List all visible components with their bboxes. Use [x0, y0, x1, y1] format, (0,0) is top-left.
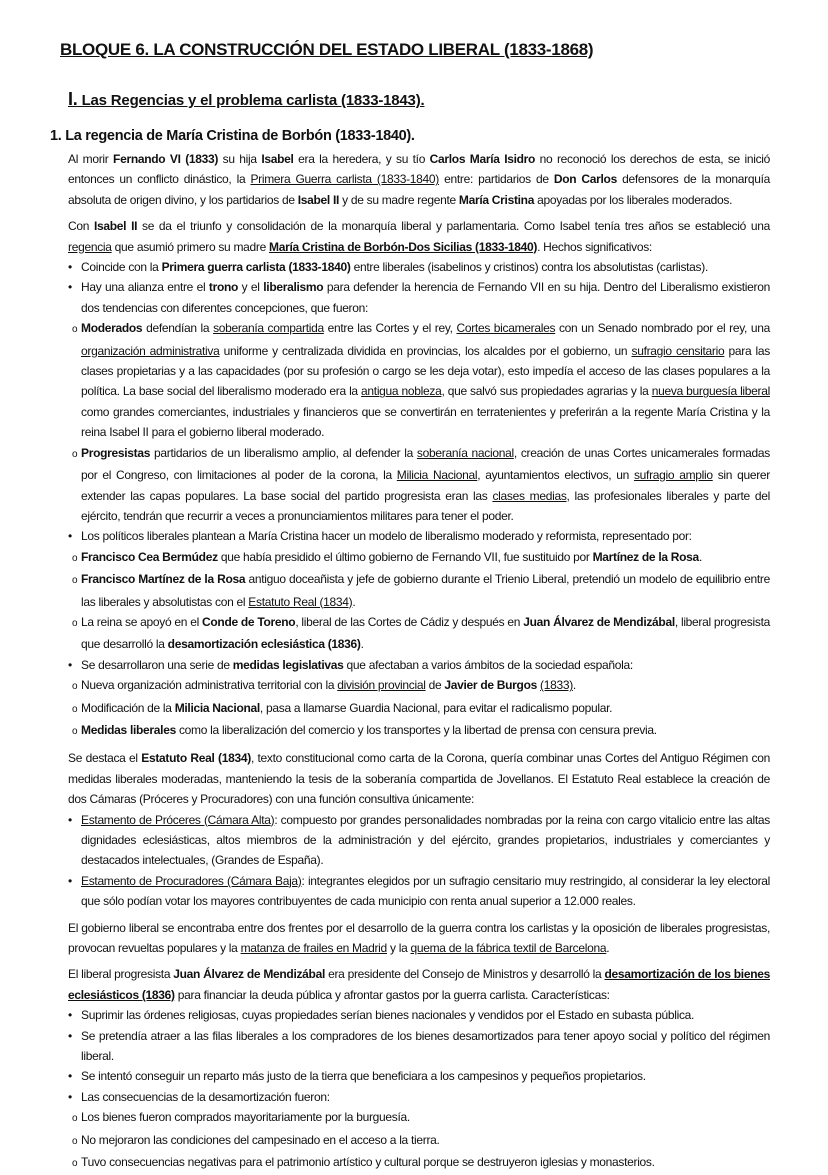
text-run: apoyadas por los liberales moderados. [534, 192, 733, 207]
text-run: Tuvo consecuencias negativas para el patrimonio artístico y cultural porque se destruyeron iglesias y monasterios. [81, 1155, 655, 1170]
subsection-heading: 1. La regencia de María Cristina de Borbón (1833-1840). [50, 128, 415, 144]
underlined-term: organización administrativa [81, 343, 220, 358]
text-run: y la [386, 941, 411, 956]
bold-term: Isabel [261, 152, 294, 166]
sub-bullet-item [68, 318, 770, 442]
text-run: . [352, 594, 356, 609]
underlined-term: antigua nobleza [361, 384, 442, 399]
underlined-term: (1833) [540, 678, 573, 693]
bold-term: Milicia Nacional [174, 700, 260, 715]
underlined-term: división provincial [337, 678, 426, 693]
text-run: para las clases propietarias y a las capacidades (por su profesión o cargo se les deja votar), esto impedía el acceso de las clases populares a la política. La base social del liberalismo moderado era la [81, 343, 770, 399]
text-run: y el [238, 280, 264, 295]
bullet-item [68, 1066, 770, 1086]
text-run: Modificación de la [81, 700, 175, 715]
text-run: defensores de la monarquía absoluta de origen divino, y los partidarios de [68, 172, 771, 207]
paragraph [68, 918, 770, 959]
paragraph [68, 964, 770, 1005]
sub-bullet-marker-icon: o [72, 552, 78, 564]
underlined-term: Cortes bicamerales [456, 321, 556, 336]
text-run: El gobierno liberal se encontraba entre dos frentes por el desarrollo de la guerra contra los carlistas y la oposición de liberales progresistas, provocan revueltas populares y la [68, 920, 770, 956]
bullet-marker-icon: • [68, 1028, 72, 1043]
bold-term: Progresistas [81, 445, 151, 460]
bullet-marker-icon: • [68, 280, 72, 295]
bullet-marker-icon: • [68, 1089, 72, 1104]
text-run: . [572, 678, 576, 693]
document-title: BLOQUE 6. LA CONSTRUCCIÓN DEL ESTADO LIBERAL (1833-1868) [60, 40, 594, 59]
text-run: y de su madre regente [339, 192, 459, 207]
section-label: Las Regencias y el problema carlista (1833-1843). [77, 92, 425, 109]
underlined-term: sufragio amplio [633, 468, 713, 483]
bold-term: Conde de Toreno [202, 614, 296, 629]
bullet-item [68, 871, 770, 912]
sub-bullet-item [68, 698, 770, 720]
sub-bullet-marker-icon: o [72, 1113, 78, 1125]
bold-term: Carlos María Isidro [429, 152, 536, 166]
text-run: Hay una alianza entre el [81, 280, 209, 295]
bold-term: Javier de Burgos [444, 678, 537, 693]
section-numeral: I. [68, 89, 78, 109]
text-run: era la heredera, y su tío [293, 152, 430, 166]
text-run: se da el triunfo y consolidación de la monarquía liberal y parlamentaria. Como Isabel tenía tres años se estableció una [137, 219, 770, 234]
underlined-term: sufragio censitario [631, 343, 725, 358]
text-run: para defender la herencia de Fernando VII en su hija. Dentro del Liberalismo existieron dos tendencias con diferentes concepciones, que fueron: [81, 280, 770, 315]
bold-term: Isabel II [93, 219, 138, 234]
bullet-item [68, 655, 770, 675]
text-run: que asumió primero su madre [111, 239, 270, 254]
text-run: . Hechos significativos: [537, 239, 652, 254]
bold-term: desamortización eclesiástica (1836) [167, 637, 361, 652]
bold-term: Medidas liberales [81, 722, 176, 737]
underlined-term: Estamento de Procuradores (Cámara Baja) [81, 873, 302, 888]
sub-bullet-item [68, 675, 770, 697]
bold-term: trono [208, 280, 239, 295]
text-run: Al morir [68, 152, 114, 166]
text-run: La reina se apoyó en el [81, 614, 203, 629]
text-run: antiguo doceañista y jefe de gobierno durante el Trienio Liberal, pretendió un modelo de equilibrio entre las liberales y absolutistas con el [81, 572, 770, 609]
text-run: , liberal de las Cortes de Cádiz y después en [295, 614, 524, 629]
sub-bullet-marker-icon: o [72, 617, 78, 629]
sub-bullet-marker-icon: o [72, 448, 78, 460]
underlined-term: Milicia Nacional [396, 468, 478, 483]
bold-term: Francisco Cea Bermúdez [81, 549, 218, 564]
bullet-item [68, 1087, 770, 1107]
section-heading [68, 89, 424, 110]
sub-bullet-item [68, 569, 770, 612]
bold-term: Isabel II [297, 192, 340, 207]
text-run: , creación de unas Cortes unicamerales formadas por el Congreso, con limitaciones al poder de la corona, la [81, 445, 770, 483]
bullet-item [68, 277, 770, 318]
text-run: Los bienes fueron comprados mayoritariamente por la burguesía. [81, 1110, 410, 1125]
text-run: Se destaca el [68, 751, 142, 766]
text-run: su hija [218, 152, 262, 166]
text-run: como grandes comerciantes, industriales y financieros que se convertirán en terratenientes y preferirán a la regente María Cristina y la reina Isabel II para el gobierno liberal moderado. [81, 404, 770, 440]
text-run: entre las Cortes y el rey, [323, 321, 457, 336]
underlined-term: Primera Guerra carlista (1833-1840) [250, 172, 439, 187]
bullet-item [68, 526, 770, 546]
sub-bullet-item [68, 1130, 770, 1152]
bullet-marker-icon: • [68, 812, 72, 827]
underlined-term: nueva burguesía liberal [651, 384, 770, 399]
sub-bullet-item [68, 720, 770, 742]
text-run: partidarios de un liberalismo amplio, al defender la [150, 445, 417, 460]
sub-bullet-item [68, 1107, 770, 1129]
text-run: Se pretendía atraer a las filas liberales a los compradores de los bienes desamortizados para tener apoyo social y político del régimen liberal. [81, 1028, 770, 1064]
sub-bullet-marker-icon: o [72, 1158, 78, 1170]
text-run: como la liberalización del comercio y los transportes y la libertad de prensa con censura previa. [175, 722, 657, 737]
text-run: , que salvó sus propiedades agrarias y la [441, 384, 652, 399]
bullet-marker-icon: • [68, 260, 72, 275]
bullet-marker-icon: • [68, 1069, 72, 1084]
text-run: Nueva organización administrativa territorial con la [81, 678, 338, 693]
text-run: Coincide con la [81, 260, 162, 275]
text-run: Las consecuencias de la desamortización fueron: [81, 1089, 330, 1104]
bold-term: Fernando VI (1833) [113, 152, 219, 166]
bold-term: liberalismo [263, 280, 324, 295]
text-run: Se intentó conseguir un reparto más justo de la tierra que beneficiara a los campesinos y pequeños propietarios. [81, 1069, 646, 1084]
sub-bullet-marker-icon: o [72, 1135, 78, 1147]
bullet-item [68, 1005, 770, 1025]
text-run: de [425, 678, 445, 693]
text-run: Con [68, 219, 94, 234]
sub-bullet-item [68, 547, 770, 569]
bold-term: Moderados [81, 321, 143, 336]
bullet-marker-icon: • [68, 873, 72, 888]
text-run: . [360, 637, 364, 652]
text-run: que afectaban a varios ámbitos de la sociedad española: [343, 657, 633, 672]
text-run: era presidente del Consejo de Ministros y desarrolló la [325, 967, 605, 982]
text-run: , liberal progresista que desarrolló la [81, 614, 770, 652]
underlined-term: quema de la fábrica textil de Barcelona [410, 941, 607, 956]
text-run: defendían la [142, 321, 214, 336]
text-run: Se desarrollaron una serie de [81, 657, 233, 672]
bold-term: María Cristina de Borbón-Dos Sicilias (1833-1840) [269, 239, 538, 254]
underlined-term: matanza de frailes en Madrid [240, 941, 387, 956]
bold-term: medidas legislativas [232, 657, 344, 672]
text-run: : integrantes elegidos por un sufragio censitario muy restringido, al considerar la ley electoral que sólo podían votar los mayores contribuyentes de cada municipio con renta anual superior a 12.000 reales. [81, 873, 771, 909]
sub-bullet-marker-icon: o [72, 681, 78, 693]
bold-term: Estatuto Real (1834) [141, 751, 251, 766]
sub-bullet-item [68, 1152, 770, 1174]
bold-term: Juan Álvarez de Mendizábal [173, 967, 325, 982]
sub-bullet-item [68, 443, 770, 527]
sub-bullet-marker-icon: o [72, 703, 78, 715]
bold-term: Don Carlos [553, 172, 617, 187]
text-run: para financiar la deuda pública y afrontar gastos por la guerra carlista. Características: [174, 987, 610, 1002]
underlined-term: Estamento de Próceres (Cámara Alta) [81, 812, 275, 827]
paragraph [68, 748, 770, 809]
sub-bullet-item [68, 612, 770, 655]
text-run: Suprimir las órdenes religiosas, cuyas propiedades serían bienes nacionales y vendidos por el Estado en subasta pública. [81, 1008, 695, 1023]
bullet-item [68, 810, 770, 871]
paragraph [68, 149, 770, 210]
underlined-term: soberanía compartida [213, 321, 324, 336]
text-run: Los políticos liberales plantean a María Cristina hacer un modelo de liberalismo moderado y reformista, representado por: [81, 529, 692, 544]
text-run: , las profesionales liberales y parte del ejército, tendrán que recurrir a veces a pronunciamientos militares para tener el poder. [81, 488, 770, 523]
underlined-term: clases medias [492, 488, 567, 503]
bold-term: desamortización de los bienes eclesiásticos (1836) [68, 967, 770, 1002]
bullet-marker-icon: • [68, 529, 72, 544]
text-run: . [698, 549, 702, 564]
sub-bullet-marker-icon: o [72, 725, 78, 737]
underlined-term: regencia [68, 239, 112, 254]
bullet-marker-icon: • [68, 1008, 72, 1023]
bold-term: Primera guerra carlista (1833-1840) [161, 260, 351, 275]
bullet-item [68, 1026, 770, 1067]
text-run: . [606, 941, 610, 956]
document-body [68, 149, 770, 1175]
underlined-term: Estatuto Real (1834) [248, 594, 353, 609]
text-run: , pasa a llamarse Guardia Nacional, para evitar el radicalismo popular. [259, 700, 613, 715]
text-run: que había presidido el último gobierno de Fernando VII, fue sustituido por [217, 549, 593, 564]
bold-term: Martínez de la Rosa [592, 549, 699, 564]
text-run: : compuesto por grandes personalidades nombradas por la reina con cargo vitalicio entre las altas dignidades eclesiásticas, altos miembros de la administración y del ejército, grandes propietarios, industriales y comerciantes y destacados intelectuales, (Grandes de España). [81, 812, 770, 868]
text-run: , texto constitucional como carta de la Corona, quería combinar unas Cortes del Antiguo Régimen con medidas liberales moderadas, manteniendo la tesis de la soberanía compartida de Jovellanos. El Estatuto Real establece la creación de dos Cámaras (Próceres y Procuradores) con una función consultiva únicamente: [68, 751, 770, 807]
bullet-item [68, 257, 770, 277]
sub-bullet-marker-icon: o [72, 324, 78, 336]
text-run: , ayuntamientos electivos, un [477, 468, 634, 483]
sub-bullet-marker-icon: o [72, 575, 78, 587]
text-run: entre: partidarios de [438, 172, 554, 187]
text-run: no reconoció los derechos de esta, se inició entonces un conflicto dinástico, la [68, 152, 771, 187]
bold-term: Francisco Martínez de la Rosa [81, 572, 246, 587]
text-run: entre liberales (isabelinos y cristinos) contra los absolutistas (carlistas). [350, 260, 708, 275]
text-run: El liberal progresista [68, 967, 174, 982]
bold-term: Juan Álvarez de Mendizábal [523, 614, 675, 629]
underlined-term: soberanía nacional [416, 445, 514, 460]
text-run: uniforme y centralizada dividida en provincias, los alcaldes por el gobierno, un [219, 343, 632, 358]
paragraph [68, 216, 770, 257]
bullet-marker-icon: • [68, 657, 72, 672]
text-run: con un Senado nombrado por el rey, una [555, 321, 770, 336]
text-run: sin querer extender las capas populares. La base social del partido progresista eran las [81, 468, 770, 503]
bold-term: María Cristina [458, 192, 535, 207]
text-run: No mejoraron las condiciones del campesinado en el acceso a la tierra. [81, 1132, 440, 1147]
